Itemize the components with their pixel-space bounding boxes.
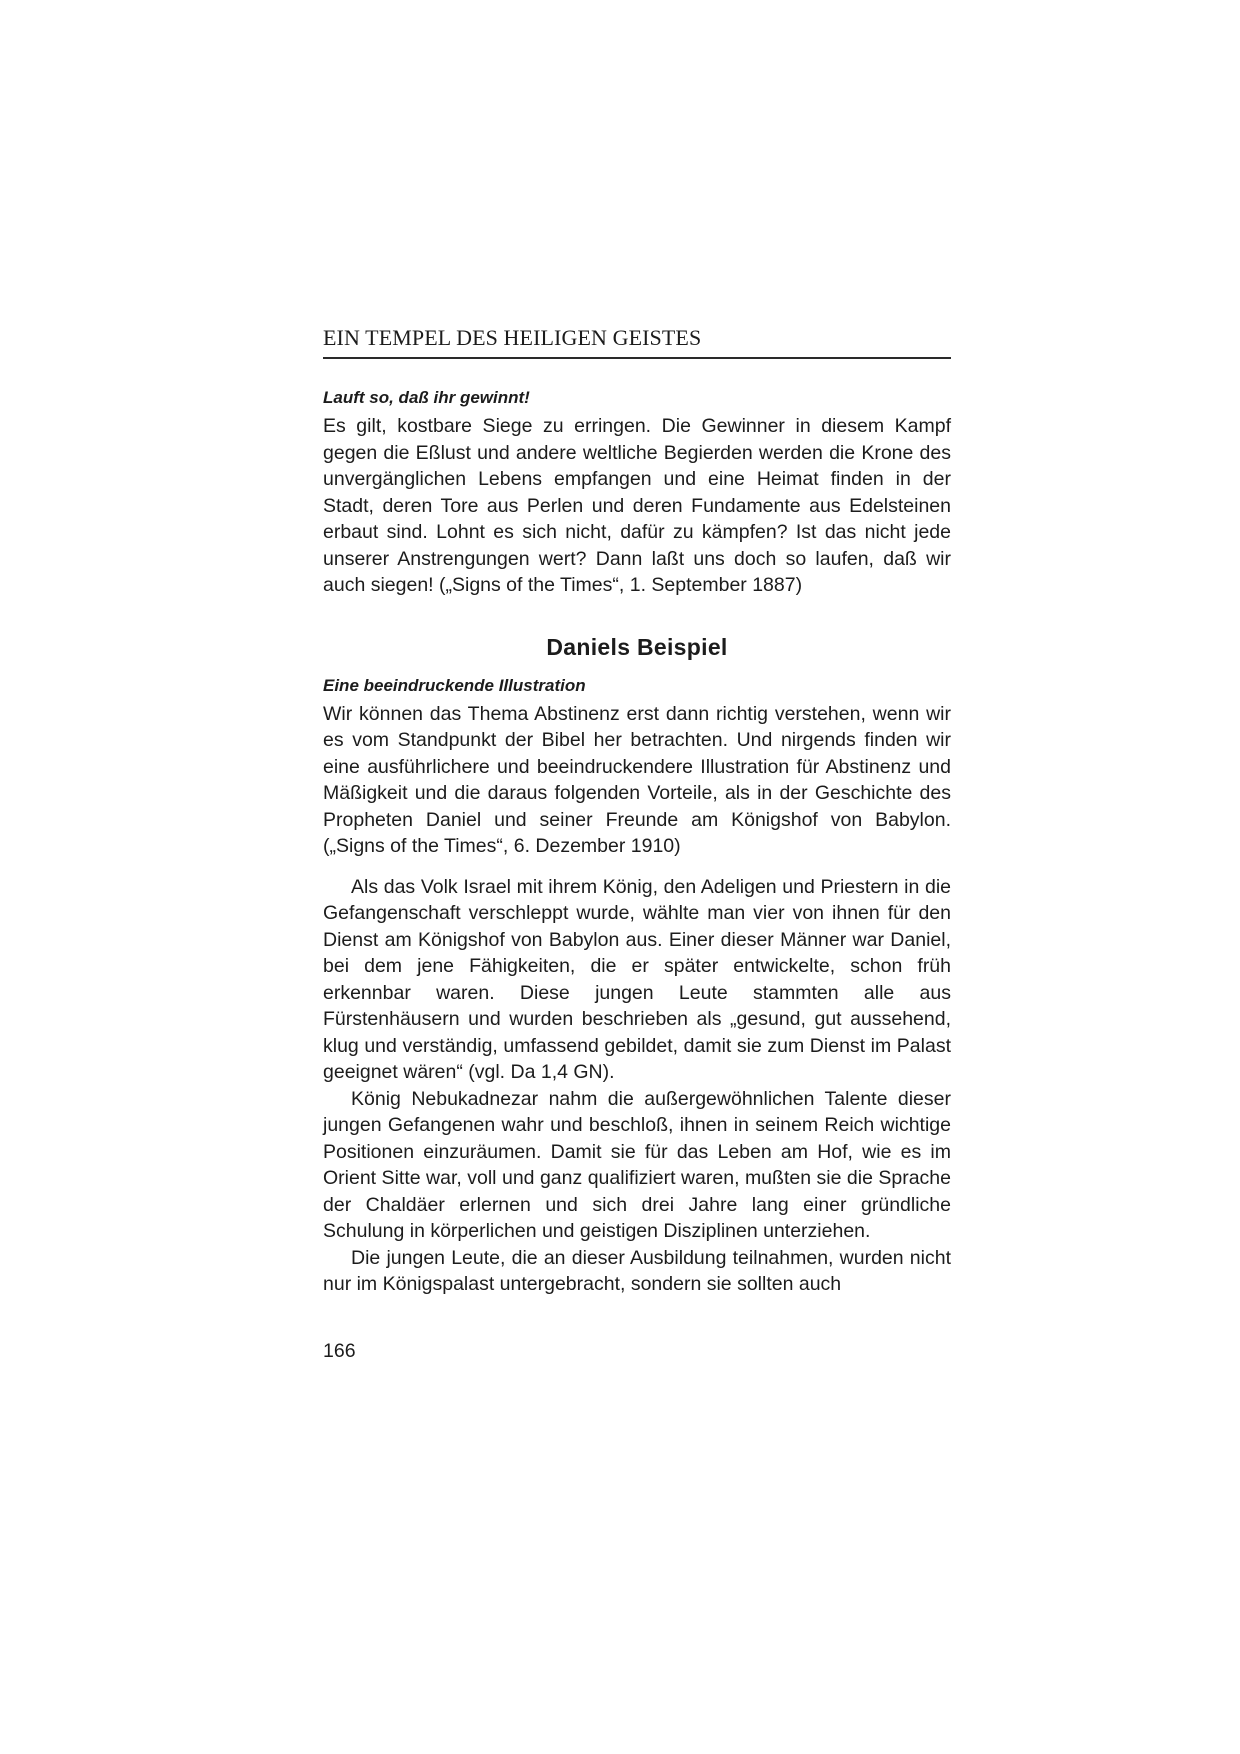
subheading-illustration: Eine beeindruckende Illustration <box>323 675 586 695</box>
running-head: EIN TEMPEL DES HEILIGEN GEISTES <box>323 325 951 359</box>
body-paragraph: Als das Volk Israel mit ihrem König, den Adeligen und Priestern in die Gefangenschaft verschleppt wurde, wählte man vier von ihnen für den Dienst am Königshof von Babylon aus. Einer dieser Männer war Daniel, bei dem jene Fähigkeiten, die er später entwickelte, schon früh erkennbar waren. Diese jungen Leute stammten alle aus Fürstenhäusern und wurden beschrieben als „gesund, gut aussehend, klug und verständig, umfassend gebildet, damit sie zum Dienst im Palast geeignet wären“ (vgl. Da 1,4 GN). <box>323 875 951 1083</box>
body-paragraph: Die jungen Leute, die an dieser Ausbildung teilnahmen, wurden nicht nur im Königspalast untergebracht, sondern sie sollten auch <box>323 1246 951 1295</box>
body-paragraph: König Nebukadnezar nahm die außergewöhnlichen Talente dieser jungen Gefangenen wahr und beschloß, ihnen in seinem Reich wichtige Positionen einzuräumen. Damit sie für das Leben am Hof, wie es im Orient Sitte war, voll und ganz qualifiziert waren, mußten sie die Sprache der Chaldäer erlernen und sich drei Jahre lang einer gründliche Schulung in körperlichen und geistigen Disziplinen unterziehen. <box>323 1087 951 1242</box>
body-paragraph: Wir können das Thema Abstinenz erst dann richtig verstehen, wenn wir es vom Standpunkt der Bibel her betrachten. Und nirgends finden wir eine ausführlichere und beeindruckendere Illustration für Abstinenz und Mäßigkeit und die daraus folgenden Vorteile, als in der Geschichte des Propheten Daniel und seiner Freunde am Königshof von Babylon. („Signs of the Times“, 6. Dezember 1910) <box>323 702 951 857</box>
book-page <box>323 325 951 1364</box>
subheading-lauft-so: Lauft so, daß ihr gewinnt! <box>323 388 530 407</box>
section-title: Daniels Beispiel <box>546 633 728 660</box>
body-paragraph: Es gilt, kostbare Siege zu erringen. Die Gewinner in diesem Kampf gegen die Eßlust und andere weltliche Begierden werden die Krone des unvergänglichen Lebens empfangen und eine Heimat finden in der Stadt, deren Tore aus Perlen und deren Fundamente aus Edelsteinen erbaut sind. Lohnt es sich nicht, dafür zu kämpfen? Ist das nicht jede unserer Anstrengungen wert? Dann laßt uns doch so laufen, daß wir auch siegen! („Signs of the Times“, 1. September 1887) <box>323 415 951 596</box>
page-number: 166 <box>323 1339 356 1362</box>
